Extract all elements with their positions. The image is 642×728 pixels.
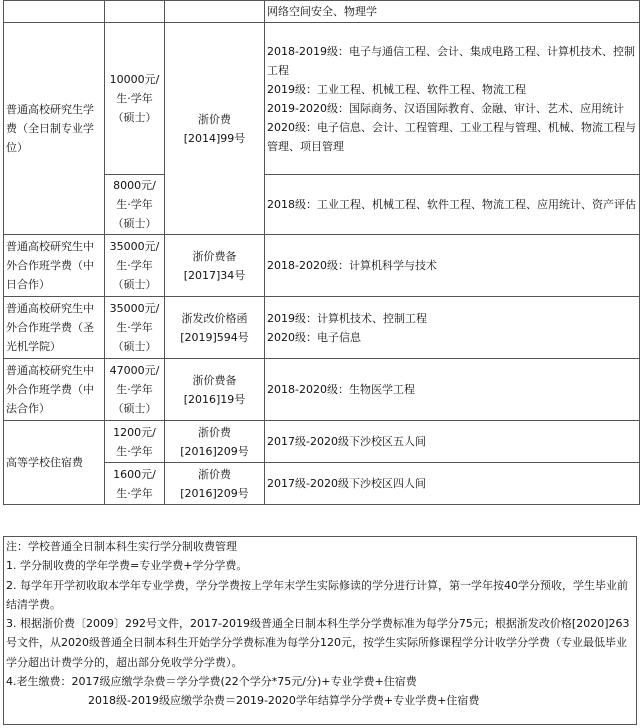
note-item: 2. 每学年开学初收取本学年专业学费，学分学费按上学年末学生实际修读的学分进行计算，第一学年按40学分预收，学生毕业前结清学费。 (6, 578, 628, 611)
table-row (4, 235, 640, 297)
document-cell: 浙价费备 [2017]34号 (165, 235, 265, 297)
price-cell: 35000元/ 生·学年 （硕士） (105, 297, 165, 359)
table-row (4, 359, 640, 421)
major-cell: 网络空间安全、物理学 (265, 1, 640, 23)
price-cell: 1600元/ 生·学年 (105, 463, 165, 505)
major-cell: 2018级：工业工程、机械工程、软件工程、物流工程、应用统计、资产评估 (265, 175, 640, 235)
category-cell: 高等学校住宿费 (4, 421, 105, 505)
document-cell: 浙价费 [2014]99号 (165, 23, 265, 235)
category-cell: 普通高校研究生中外合作班学费（中日合作） (4, 235, 105, 297)
document-cell: 浙价费备 [2016]19号 (165, 359, 265, 421)
table-row (4, 1, 640, 23)
category-cell: 普通高校研究生中外合作班学费（圣光机学院） (4, 297, 105, 359)
table-row (4, 297, 640, 359)
note-item: 3. 根据浙价费〔2009〕292号文件，2017-2019级普通全日制本科生学分学费标准为每学分75元；根据浙发改价格[2020]263号文件，从2020级普通全日制本科生开始学分学费标准为每学分120元，按学生实际所修课程学分计收学分学费（专业最低毕业学分超出计费学分的，超出部分免收学分学费）。 (6, 617, 630, 669)
document-cell: 浙价费 [2016]209号 (165, 421, 265, 463)
major-cell: 2018-2020级：计算机科学与技术 (265, 235, 640, 297)
major-cell: 2017级-2020级下沙校区四人间 (265, 463, 640, 505)
note-title: 注：学校普通全日制本科生实行学分制收费管理 (6, 540, 237, 553)
price-cell: 35000元/ 生·学年 （硕士） (105, 235, 165, 297)
document-cell: 浙价费 [2016]209号 (165, 463, 265, 505)
note-item: 2018级-2019级应缴学杂费＝2019-2020学年结算学分学费+专业学费+住宿费 (88, 694, 480, 708)
table-row (4, 23, 640, 175)
table-row (4, 421, 640, 463)
category-cell: 普通高校研究生中外合作班学费（中法合作） (4, 359, 105, 421)
document-cell: 浙发改价格函 [2019]594号 (165, 297, 265, 359)
price-cell: 47000元/ 生·学年 （硕士） (105, 359, 165, 421)
major-cell: 2017级-2020级下沙校区五人间 (265, 421, 640, 463)
major-cell: 2019级：计算机技术、控制工程 2020级：电子信息 (265, 297, 640, 359)
major-cell: 2018-2020级：生物医学工程 (265, 359, 640, 421)
major-cell: 2018-2019级：电子与通信工程、会计、集成电路工程、计算机技术、控制工程 2019级：工业工程、机械工程、软件工程、物流工程 2019-2020级：国际商务、汉语国际教育、金融、审计、艺术、应用统计 2020级：电子信息、会计、工程管理、工业工程与管理、机械、物流工程与管理、项目管理 (265, 23, 640, 175)
price-cell: 1200元/ 生·学年 (105, 421, 165, 463)
category-cell: 普通高校研究生学费（全日制专业学位） (4, 23, 105, 235)
price-cell: 10000元/ 生·学年 （硕士） (105, 23, 165, 175)
note-item: 4.老生缴费：2017级应缴学杂费＝学分学费(22个学分*75元/分)+专业学费+住宿费 (6, 675, 417, 689)
price-cell: 8000元/ 生·学年 （硕士） (105, 175, 165, 235)
notes-section (3, 536, 637, 725)
note-item: 1. 学分制收费的学年学费=专业学费+学分学费。 (6, 559, 248, 573)
fee-table (3, 0, 640, 505)
